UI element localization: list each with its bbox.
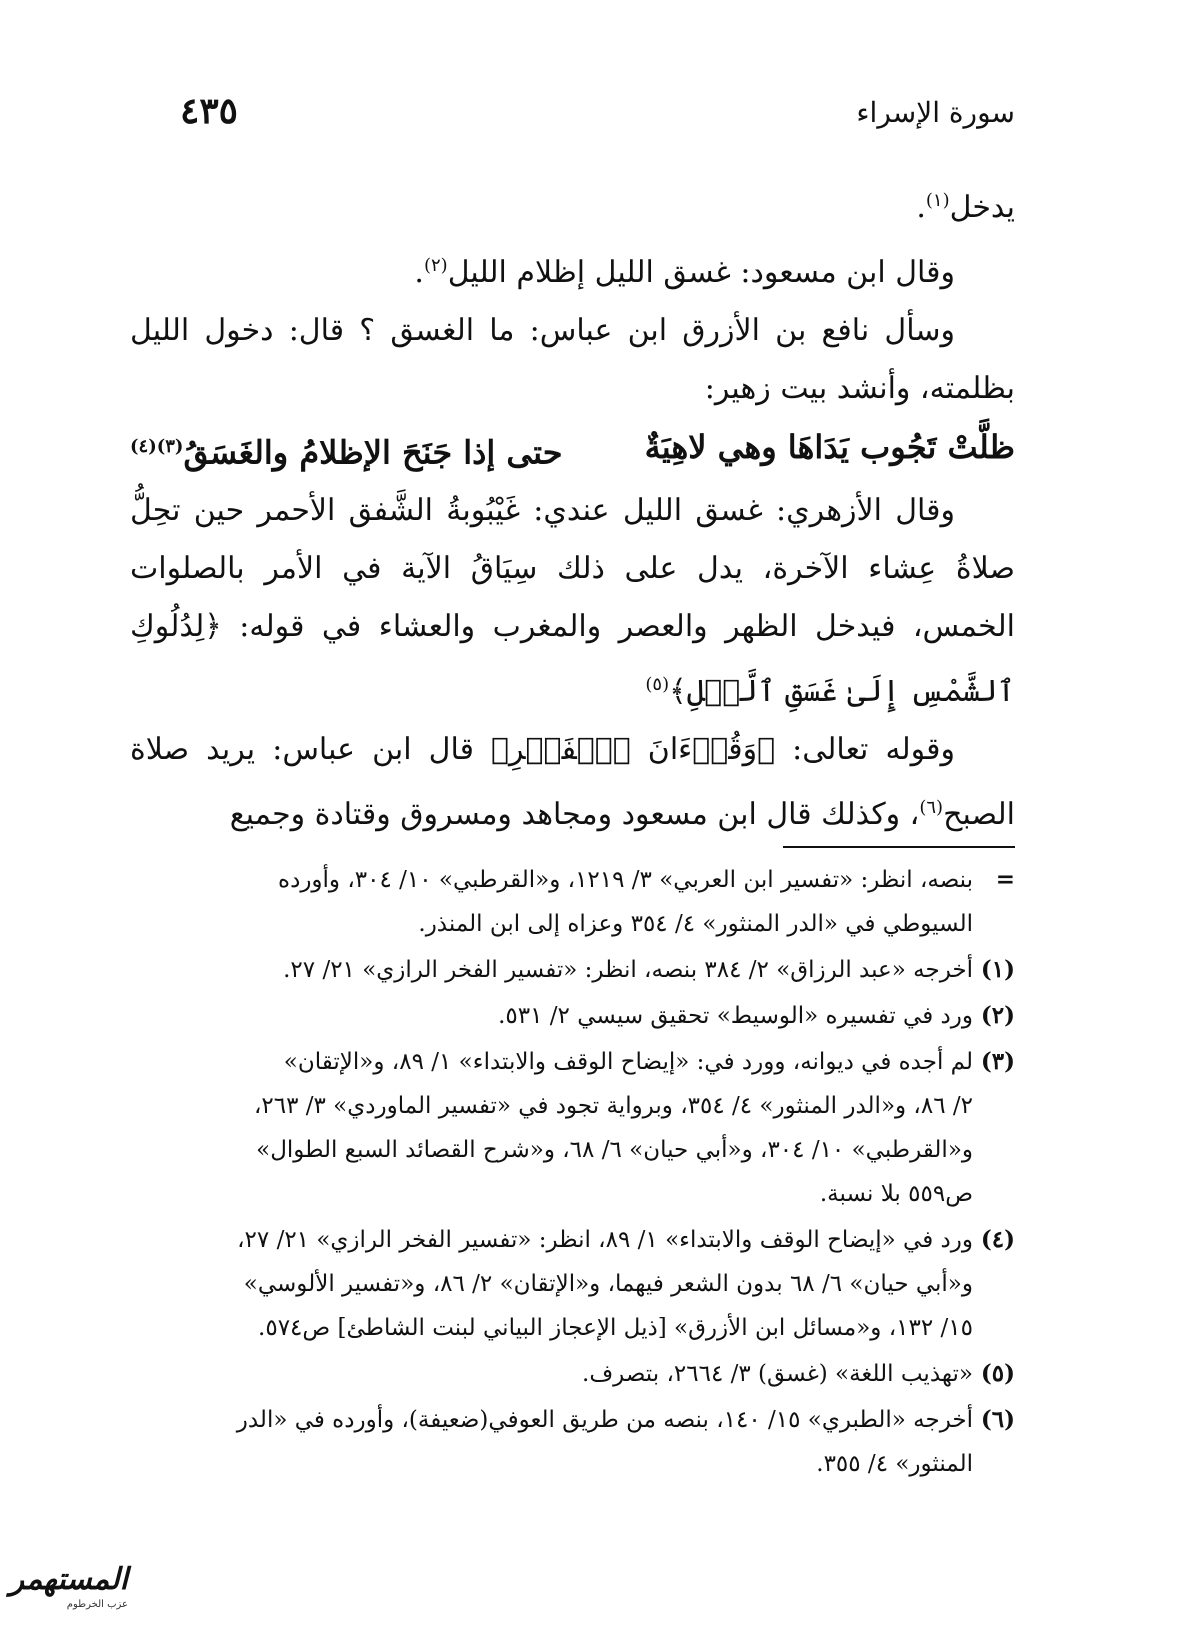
- footnote-ref[interactable]: (١): [925, 190, 950, 211]
- main-text: [130, 172, 1015, 844]
- footnote-number: (٢): [980, 1002, 1015, 1029]
- text-line: يدخل$^{(١)}$.: [916, 190, 1015, 225]
- footnote-1: [130, 948, 1015, 992]
- footnote-line: لم أجده في ديوانه، وورد في: «إيضاح الوقف والابتداء» ١/ ٨٩، و«الإتقان»: [283, 1049, 973, 1075]
- footnote-separator: [783, 846, 1015, 848]
- footnote-number: (٣): [980, 1048, 1015, 1075]
- footnote-5: [130, 1352, 1015, 1396]
- text-line: صلاةُ عِشاء الآخرة، يدل على ذلك سِيَاقُ الآية في الأمر بالصلوات: [130, 550, 1015, 586]
- page-header: [180, 90, 1015, 140]
- verse-hemistich: حتى إذا جَنَحَ الإظلامُ والغَسَقُ$^{(٣)(٤)}$: [130, 433, 563, 472]
- footnote-ref[interactable]: (٥): [645, 673, 670, 695]
- footnote-ref[interactable]: (٢): [423, 255, 448, 276]
- footnote-continued: [130, 858, 1015, 946]
- footnote-number: (٤): [980, 1226, 1015, 1253]
- footnote-line: «تهذيب اللغة» (غسق) ٣/ ٢٦٦٤، بتصرف.: [582, 1361, 973, 1387]
- verse-hemistich: ظلَّتْ تَجُوب يَدَاهَا وهي لاهِيَةٌ: [644, 428, 1015, 466]
- continuation-marker: =: [995, 866, 1015, 893]
- footnote-number: (٦): [980, 1406, 1015, 1433]
- footnote-number: (٥): [980, 1360, 1015, 1387]
- logo-subtext: عزب الخرطوم: [66, 1599, 128, 1610]
- footnote-ref[interactable]: (٦): [919, 796, 944, 818]
- footnote-number: (١): [980, 956, 1015, 983]
- footnote-line: و«أبي حيان» ٦/ ٦٨ بدون الشعر فيهما، و«الإتقان» ٢/ ٨٦، و«تفسير الألوسي»: [243, 1271, 973, 1297]
- poetry-verse: [130, 418, 1015, 482]
- footnote-line: ٢/ ٨٦، و«الدر المنثور» ٤/ ٣٥٤، وبرواية تجود في «تفسير الماوردي» ٣/ ٢٦٣،: [253, 1093, 973, 1119]
- publisher-logo: [10, 1562, 128, 1624]
- logo-text: المستهمر: [9, 1562, 128, 1597]
- footnote-line: بنصه، انظر: «تفسير ابن العربي» ٣/ ١٢١٩، و«القرطبي» ١٠/ ٣٠٤، وأورده: [278, 867, 973, 893]
- footnote-line: المنثور» ٤/ ٣٥٥.: [816, 1451, 973, 1477]
- footnote-line: أخرجه «عبد الرزاق» ٢/ ٣٨٤ بنصه، انظر: «تفسير الفخر الرازي» ٢١/ ٢٧.: [283, 957, 973, 983]
- footnote-line: و«القرطبي» ١٠/ ٣٠٤، و«أبي حيان» ٦/ ٦٨، و«شرح القصائد السبع الطوال»: [256, 1137, 973, 1163]
- text-line: ٱلشَّمْسِ إِلَىٰ غَسَقِ ٱلَّيۡلِ﴾$^{(٥)}$: [645, 673, 1015, 709]
- footnote-line: ورد في «إيضاح الوقف والابتداء» ١/ ٨٩، انظر: «تفسير الفخر الرازي» ٢١/ ٢٧،: [237, 1227, 973, 1253]
- running-title: سورة الإسراء: [856, 96, 1015, 129]
- footnote-3: [130, 1040, 1015, 1216]
- footnote-line: ١٥/ ١٣٢، و«مسائل ابن الأزرق» [ذيل الإعجاز البياني لبنت الشاطئ] ص٥٧٤.: [258, 1315, 973, 1341]
- footnote-line: أخرجه «الطبري» ١٥/ ١٤٠، بنصه من طريق العوفي(ضعيفة)، وأورده في «الدر: [236, 1407, 973, 1433]
- text-line: وقال ابن مسعود: غسق الليل إظلام الليل$^{(٢)}$.: [414, 255, 955, 290]
- footnotes: [130, 858, 1015, 1488]
- text-line: الصبح$^{(٦)}$، وكذلك قال ابن مسعود ومجاهد ومسروق وقتادة وجميع: [229, 796, 1015, 832]
- text-line: الخمس، فيدخل الظهر والعصر والمغرب والعشاء في قوله: ﴿لِدُلُوكِ: [130, 608, 1015, 644]
- footnote-4: [130, 1218, 1015, 1350]
- footnote-2: [130, 994, 1015, 1038]
- text-line: وقال الأزهري: غسق الليل عندي: غَيْبُوبةُ الشَّفق الأحمر حين تحِلُّ: [130, 492, 955, 528]
- text-line: وقوله تعالى: ﴿وَقُرۡءَانَ ٱلۡفَجۡرِ﴾ قال ابن عباس: يريد صلاة: [130, 731, 955, 767]
- footnote-ref[interactable]: (٣)(٤): [130, 436, 184, 457]
- footnote-line: ص٥٥٩ بلا نسبة.: [819, 1181, 973, 1207]
- footnote-6: [130, 1398, 1015, 1486]
- footnote-line: السيوطي في «الدر المنثور» ٤/ ٣٥٤ وعزاه إلى ابن المنذر.: [418, 911, 973, 937]
- text-line: وسأل نافع بن الأزرق ابن عباس: ما الغسق ؟ قال: دخول الليل: [130, 313, 955, 348]
- text-line: بظلمته، وأنشد بيت زهير:: [704, 371, 1015, 406]
- footnote-line: ورد في تفسيره «الوسيط» تحقيق سيسي ٢/ ٥٣١.: [498, 1003, 973, 1029]
- page-number: ٤٣٥: [180, 90, 239, 132]
